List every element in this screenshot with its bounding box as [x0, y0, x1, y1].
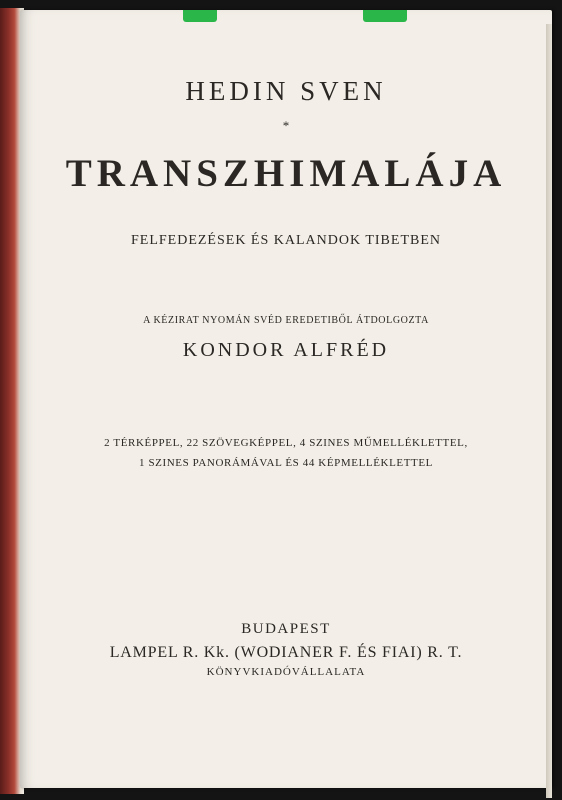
- bookmark-ribbon-right: [363, 10, 407, 22]
- translator-name: KONDOR ALFRÉD: [182, 339, 390, 361]
- book-title: TRANSZHIMALÁJA: [65, 152, 507, 195]
- publisher-department: KÖNYVKIADÓVÁLLALATA: [206, 666, 366, 678]
- author-name: HEDIN SVEN: [185, 76, 387, 106]
- adaptation-note: A KÉZIRAT NYOMÁN SVÉD EREDETIBŐL ÁTDOLGOZTA: [143, 315, 429, 326]
- illustrations-line-1: 2 TÉRKÉPPEL, 22 SZÖVEGKÉPPEL, 4 SZINES MŰMELLÉKLETTEL,: [104, 437, 468, 449]
- bookmark-ribbon-left: [183, 10, 217, 22]
- publisher-name: LAMPEL R. Kk. (WODIANER F. ÉS FIAI) R. T.: [109, 644, 463, 661]
- separator-star: *: [282, 118, 290, 133]
- publication-city: BUDAPEST: [241, 621, 331, 637]
- illustrations-line-2: 1 SZINES PANORÁMÁVAL ÉS 44 KÉPMELLÉKLETTEL: [139, 457, 433, 469]
- book-subtitle: FELFEDEZÉSEK ÉS KALANDOK TIBETBEN: [130, 233, 441, 248]
- page-edge: [546, 24, 552, 798]
